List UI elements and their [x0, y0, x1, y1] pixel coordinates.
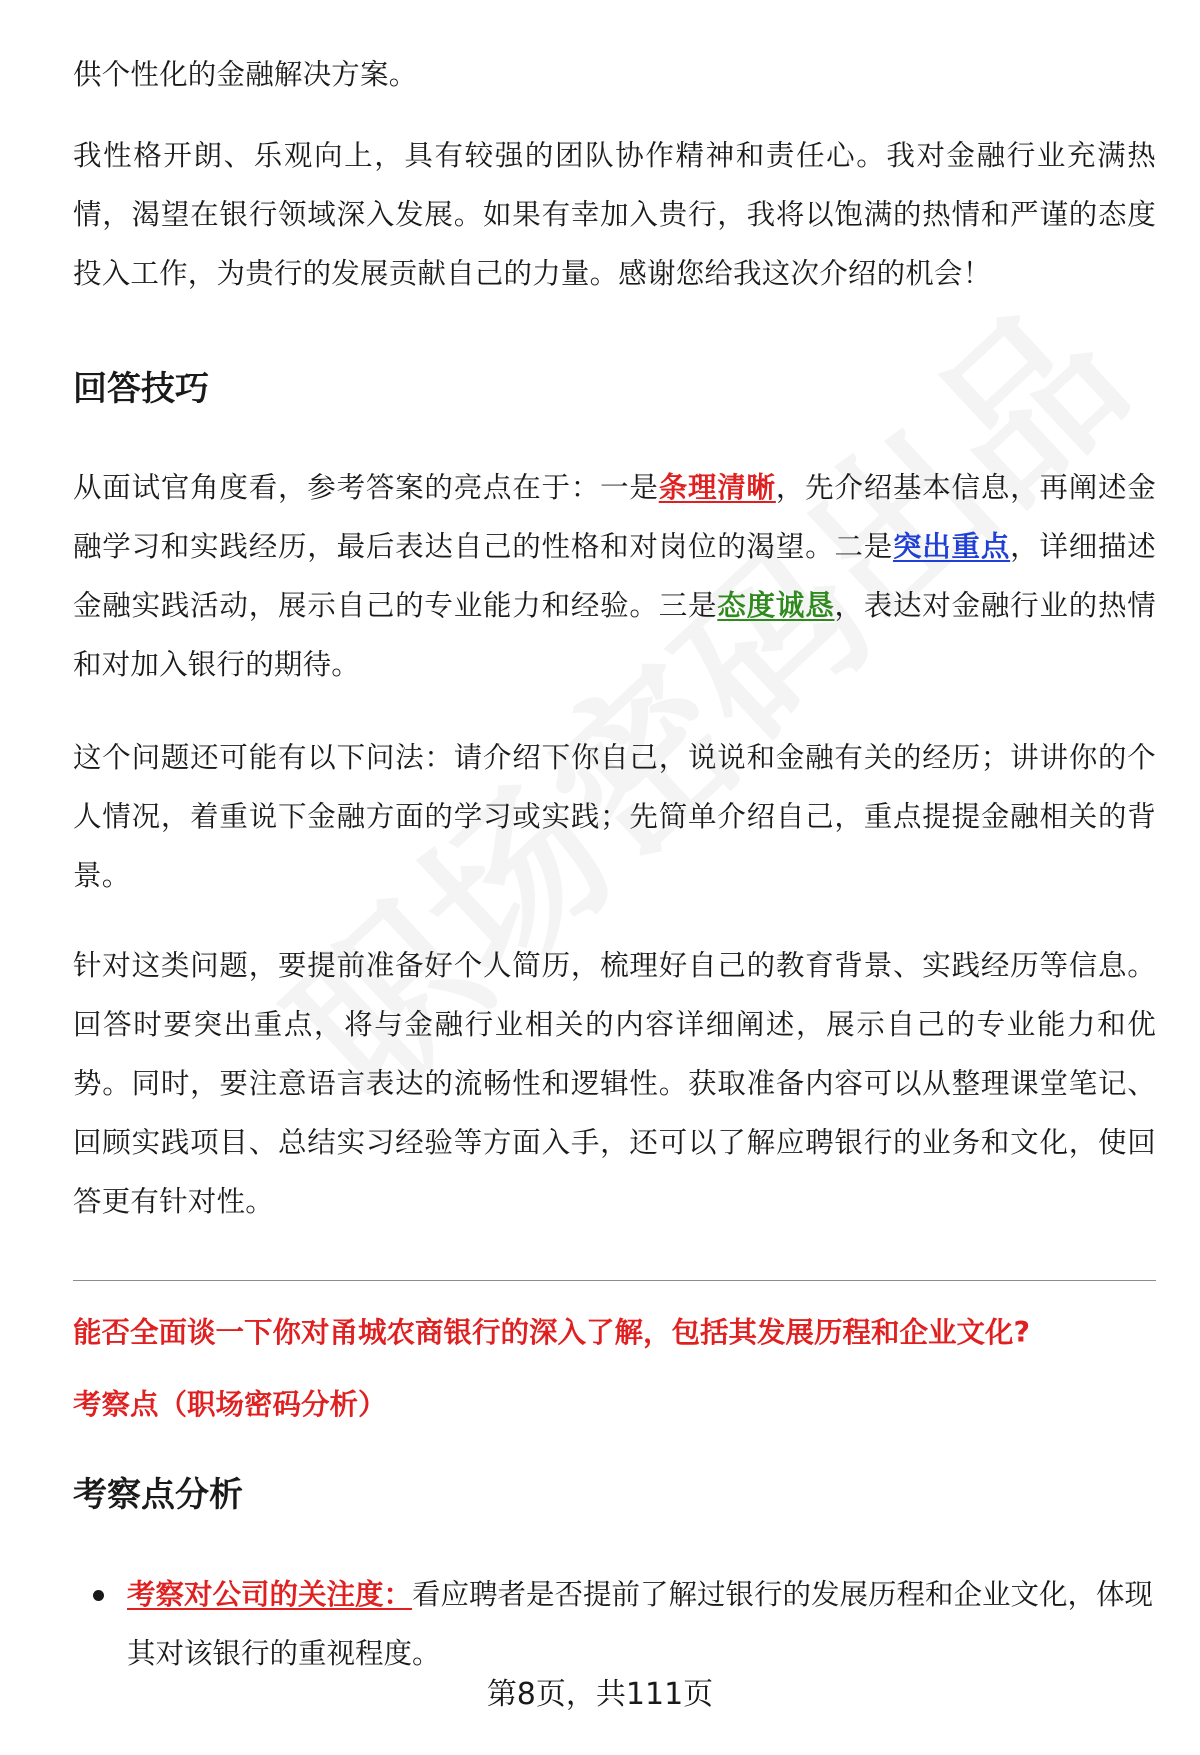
bullet-text [127, 1565, 1156, 1683]
tips-text-2: ，先介绍基本信息，再阐述金融学习和实践经历，最后表达自己的性格和对岗位的渴望。二是 [73, 471, 1156, 563]
highlight-focus: 突出重点 [892, 530, 1011, 563]
tips-paragraph-highlights [73, 458, 1156, 694]
page-number: 第8页，共111页 [486, 1677, 714, 1712]
intro-paragraph-personality: 我性格开朗、乐观向上，具有较强的团队协作精神和责任心。我对金融行业充满热情，渴望在银行领域深入发展。如果有幸加入贵行，我将以饱满的热情和严谨的态度投入工作，为贵行的发展贡献自己的力量。感谢您给我这次介绍的机会！ [73, 139, 1156, 290]
bullet-item-attention [93, 1565, 1156, 1683]
highlight-sincere: 态度诚恳 [717, 589, 835, 622]
interview-question: 能否全面谈一下你对甬城农商银行的深入了解，包括其发展历程和企业文化? [73, 1316, 1031, 1349]
tips-text-3: ，详细描述金融实践活动，展示自己的专业能力和经验。三是 [73, 530, 1156, 622]
tips-text-1: 从面试官角度看，参考答案的亮点在于：一是 [73, 471, 659, 504]
section-divider [73, 1280, 1156, 1281]
intro-paragraph-end: 供个性化的金融解决方案。 [73, 58, 418, 91]
bullet-dot-icon [93, 1590, 104, 1601]
highlight-logical: 条理清晰 [658, 471, 776, 504]
section-heading-analysis: 考察点分析 [73, 1475, 243, 1515]
bullet-label: 考察对公司的关注度： [127, 1578, 413, 1611]
bullet-body: 看应聘者是否提前了解过银行的发展历程和企业文化，体现其对该银行的重视程度。 [127, 1578, 1154, 1670]
question-subtitle: 考察点（职场密码分析） [73, 1388, 387, 1421]
section-heading-answer-tips: 回答技巧 [73, 369, 209, 409]
tips-paragraph-alternatives: 这个问题还可能有以下问法：请介绍下你自己，说说和金融有关的经历；讲讲你的个人情况，着重说下金融方面的学习或实践；先简单介绍自己，重点提提金融相关的背景。 [73, 741, 1156, 892]
tips-paragraph-preparation: 针对这类问题，要提前准备好个人简历，梳理好自己的教育背景、实践经历等信息。回答时要突出重点，将与金融行业相关的内容详细阐述，展示自己的专业能力和优势。同时，要注意语言表达的流畅性和逻辑性。获取准备内容可以从整理课堂笔记、回顾实践项目、总结实习经验等方面入手，还可以了解应聘银行的业务和文化，使回答更有针对性。 [73, 949, 1156, 1218]
tips-text-4: ，表达对金融行业的热情和对加入银行的期待。 [73, 589, 1157, 681]
